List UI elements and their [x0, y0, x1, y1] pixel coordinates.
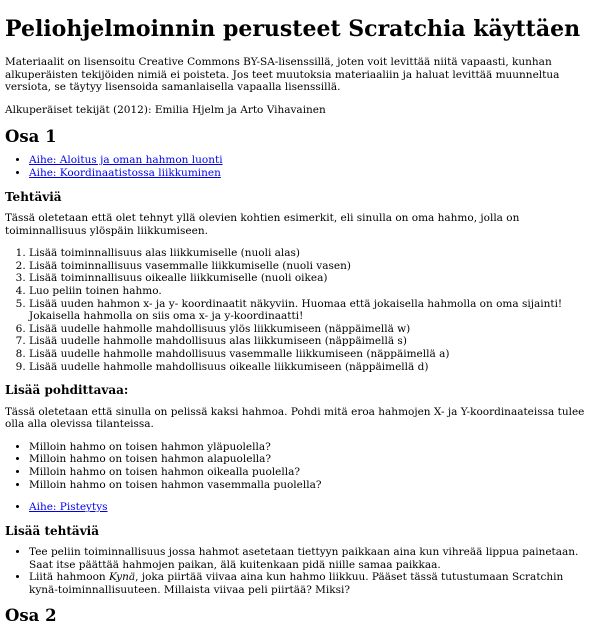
topic-link-pisteytys[interactable]: Aihe: Pisteytys [29, 501, 108, 514]
text: , joka piirtää viivaa aina kun hahmo liikkuu. Pääset tässä tutustumaan Scratchin kynä-toiminnallisuuteen. Millaista viivaa peli piirtää? Miksi? [29, 571, 564, 596]
license-paragraph: Materiaalit on lisensoitu Creative Commons BY-SA-lisenssillä, joten voit levittää niitä vapaasti, kunhan alkuperäisten tekijöiden nimiä ei poisteta. Jos teet muutoksia materiaaliin ja haluat levittää muunneltua versiota, se täytyy lisensoida samanlaisella vapaalla lisenssillä. [5, 56, 560, 94]
list-item [29, 571, 592, 596]
task-item: 1. Lisää toiminnallisuus alas liikkumiselle (nuoli alas) [29, 247, 592, 260]
more-tasks-heading: Lisää tehtäviä [5, 523, 100, 538]
authors-paragraph: Alkuperäiset tekijät (2012): Emilia Hjelm ja Arto Vihavainen [5, 104, 326, 117]
list-item: • Milloin hahmo on toisen hahmon oikealla puolella? [29, 466, 592, 479]
part2-heading: Osa 2 [5, 606, 57, 626]
emphasis-kyna: Kynä [109, 571, 136, 584]
score-topic-list [5, 501, 592, 514]
more-task-list [5, 546, 592, 596]
text: Liitä hahmoon [29, 571, 109, 584]
task-item: 8. Lisää uudelle hahmolle mahdollisuus vasemmalle liikkumiseen (näppäimellä a) [29, 348, 592, 361]
task-item: 7. Lisää uudelle hahmolle mahdollisuus alas liikkumiseen (näppäimellä s) [29, 335, 592, 348]
tasks-heading: Tehtäviä [5, 189, 62, 204]
topic-link-koordinaatisto[interactable]: Aihe: Koordinaatistossa liikkuminen [29, 167, 221, 180]
task-item: 9. Lisää uudelle hahmolle mahdollisuus oikealle liikkumiseen (näppäimellä d) [29, 361, 592, 374]
list-item [29, 501, 592, 514]
task-item: 4. Luo peliin toinen hahmo. [29, 285, 592, 298]
ponder-list [5, 441, 592, 491]
task-item: 3. Lisää toiminnallisuus oikealle liikkumiselle (nuoli oikea) [29, 272, 592, 285]
task-item: 2. Lisää toiminnallisuus vasemmalle liikkumiselle (nuoli vasen) [29, 260, 592, 273]
task-item: 5. Lisää uuden hahmon x- ja y- koordinaatit näkyviin. Huomaa että jokaisella hahmolla on oma sijainti! Jokaisella hahmolla on siis oma x- ja y-koordinaatti! [29, 298, 592, 323]
list-item: • Milloin hahmo on toisen hahmon vasemmalla puolella? [29, 479, 592, 492]
list-item [29, 154, 592, 167]
task-item: 6. Lisää uudelle hahmolle mahdollisuus ylös liikkumiseen (näppäimellä w) [29, 323, 592, 336]
list-item: • Milloin hahmo on toisen hahmon alapuolella? [29, 453, 592, 466]
page-title: Peliohjelmoinnin perusteet Scratchia käyttäen [5, 16, 581, 42]
list-item: • Tee peliin toiminnallisuus jossa hahmot asetetaan tiettyyn paikkaan aina kun vihreää lippua painetaan. Saat itse päättää hahmojen paikan, älä kuitenkaan pidä niille samaa paikkaa. [29, 546, 592, 571]
list-item [29, 167, 592, 180]
part1-heading: Osa 1 [5, 126, 57, 146]
list-item: • Milloin hahmo on toisen hahmon yläpuolella? [29, 441, 592, 454]
topic-list [5, 154, 592, 179]
ponder-heading: Lisää pohdittavaa: [5, 383, 129, 398]
ponder-intro: Tässä oletetaan että sinulla on pelissä kaksi hahmoa. Pohdi mitä eroa hahmojen X- ja Y-koordinaateissa tulee olla alla olevissa tilanteissa. [5, 405, 585, 431]
topic-link-aloitus[interactable]: Aihe: Aloitus ja oman hahmon luonti [29, 154, 223, 167]
task-list [5, 247, 592, 373]
tasks-intro: Tässä oletetaan että olet tehnyt yllä olevien kohtien esimerkit, eli sinulla on oma hahmo, jolla on toiminnallisuus ylöspäin liikkumiseen. [5, 212, 520, 237]
